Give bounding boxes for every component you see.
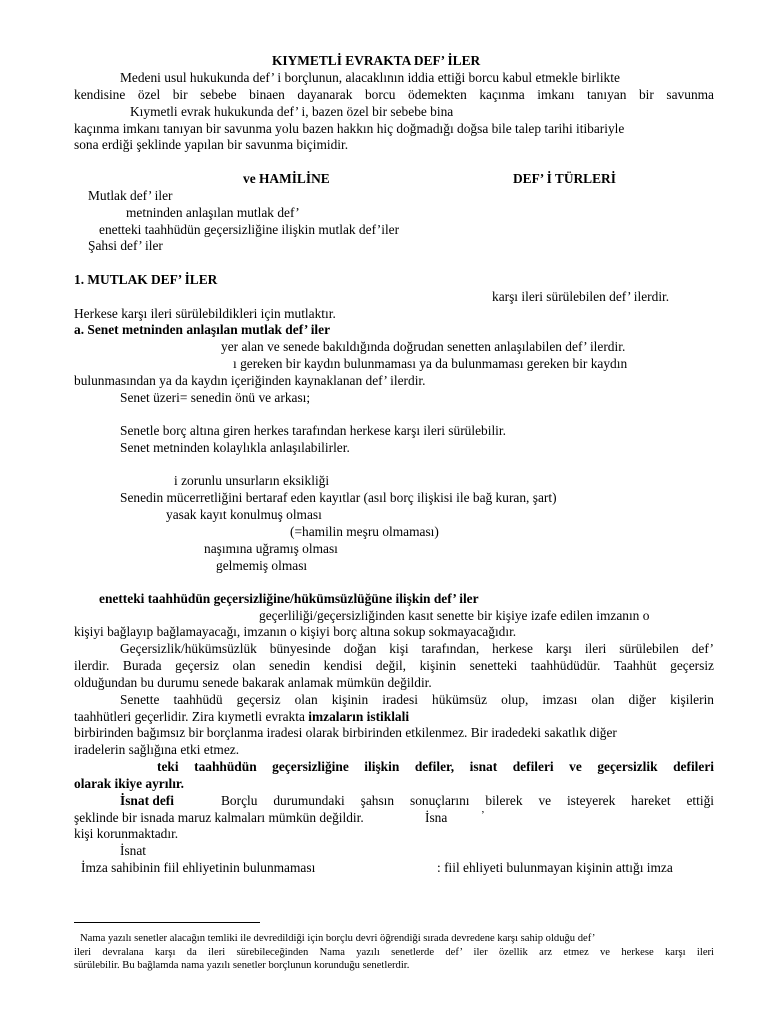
section-a-line-11: naşımına uğramış olması <box>204 541 338 556</box>
section-1-line-1: karşı ileri sürülebilen def’ ilerdir. <box>492 289 670 304</box>
section-b-line-12: Borçlu durumundaki şahsın sonuçlarını bilerek ve isteyerek hareket ettiği <box>221 793 714 808</box>
section-b-line-13-mark: ’ <box>481 809 485 821</box>
section-a-line-2: ı gereken bir kaydın bulunmaması ya da bulunmaması gereken bir kaydın <box>233 356 628 371</box>
types-header-left: ve HAMİLİNE <box>243 171 330 186</box>
section-a-line-4: Senet üzeri= senedin önü ve arkası; <box>120 390 311 405</box>
section-b-line-14: kişi korunmaktadır. <box>74 826 179 841</box>
section-a-line-9: yasak kayıt konulmuş olması <box>166 507 322 522</box>
section-b-line-15: İsnat <box>120 843 147 858</box>
section-a-line-3: bulunmasından ya da kaydın içeriğinden kaynaklanan def’ ilerdir. <box>74 373 426 388</box>
section-a-line-7: i zorunlu unsurların eksikliği <box>174 473 330 488</box>
section-b-line-16-left: İmza sahibinin fiil ehliyetinin bulunmaması <box>81 860 316 875</box>
footnote-line-3: sürülebilir. Bu bağlamda nama yazılı senetler borçlunun korunduğu senetlerdir. <box>74 960 410 971</box>
types-header-right: DEF’ İ TÜRLERİ <box>513 171 616 186</box>
section-b-line-13: şeklinde bir isnada maruz kalmaları mümkün değildir. <box>74 810 364 825</box>
section-1-line-2: Herkese karşı ileri sürülebildikleri için mutlaktır. <box>74 306 336 321</box>
types-item-1: Mutlak def’ iler <box>88 188 173 203</box>
section-b-line-11: olarak ikiye ayrılır. <box>74 776 184 791</box>
section-a-line-1: yer alan ve senede bakıldığında doğrudan senetten anlaşılabilen def’ ilerdir. <box>221 339 626 354</box>
section-a-line-12: gelmemiş olması <box>216 558 308 573</box>
section-b-line-13-tail: İsna <box>425 810 448 825</box>
section-b-line-2: kişiyi bağlayıp bağlamayacağı, imzanın o kişiyi borç altına sokup sokmayacağıdır. <box>74 624 517 639</box>
section-b-line-1: geçerliliği/geçersizliğinden kasıt senette bir kişiye izafe edilen imzanın o <box>259 608 650 623</box>
section-a-line-8: Senedin mücerretliğini bertaraf eden kayıtlar (asıl borç ilişkisi ile bağ kuran, şart) <box>120 490 557 505</box>
section-b-line-7 <box>74 709 409 725</box>
types-item-4: Şahsi def’ iler <box>88 238 163 253</box>
section-b-line-6: Senette taahhüdü geçersiz olan kişinin iradesi hükümsüz olup, imzası olan diğer kişilerin <box>120 692 714 707</box>
intro-line-1: Medeni usul hukukunda def’ i borçlunun, alacaklının iddia ettiği borcu kabul etmekle birlikte <box>120 70 620 85</box>
section-a-heading: a. Senet metninden anlaşılan mutlak def’ iler <box>74 322 331 337</box>
section-a-line-6: Senet metninden kolaylıkla anlaşılabilirler. <box>120 440 350 455</box>
section-b-line-7-text: taahhütleri geçerlidir. Zira kıymetli evrakta <box>74 709 309 724</box>
section-a-line-5: Senetle borç altına giren herkes tarafından herkese karşı ileri sürülebilir. <box>120 423 506 438</box>
section-1-heading: 1. MUTLAK DEF’ İLER <box>74 272 218 287</box>
footnote-divider <box>74 922 260 923</box>
section-a-line-10: (=hamilin meşru olmaması) <box>290 524 439 539</box>
intro-line-2: kendisine özel bir sebebe binaen dayanarak borcu ödemekten kaçınma imkanı tanıyan bir savunma <box>74 87 714 102</box>
section-b-line-4: ilerdir. Burada geçersiz olan senedin kendisi değil, kişinin senetteki taahhüdüdür. Taahhüt geçersiz <box>74 658 714 673</box>
intro-line-4: kaçınma imkanı tanıyan bir savunma yolu bazen hakkın hiç doğmadığı doğsa bile talep tarihi itibariyle <box>74 121 625 136</box>
section-b-line-9: iradelerin sağlığına etki etmez. <box>74 742 240 757</box>
types-item-2: metninden anlaşılan mutlak def’ <box>126 205 300 220</box>
section-b-line-7-bold-tail: istiklali <box>363 709 410 724</box>
footnote-line-2: ileri devralana karşı da ileri sürebileceğinden Nama yazılı senetlerde def’ iler özellik arz etmez ve herkese karşı ileri <box>74 947 714 958</box>
section-b-line-8: birbirinden bağımsız bir borçlanma iradesi olarak birbirinden etkilenmez. Bir iradedeki sakatlık diğer <box>74 725 617 740</box>
intro-line-3: Kıymetli evrak hukukunda def’ i, bazen özel bir sebebe bina <box>130 104 454 119</box>
section-b-line-16-right: : fiil ehliyeti bulunmayan kişinin attığı imza <box>437 860 673 875</box>
section-b-heading: enetteki taahhüdün geçersizliğine/hükümsüzlüğüne ilişkin def’ iler <box>99 591 479 606</box>
intro-line-5: sona erdiği şeklinde yapılan bir savunma biçimidir. <box>74 137 349 152</box>
section-b-line-3: Geçersizlik/hükümsüzlük bünyesinde doğan kişi tarafından, herkese karşı ileri sürülebilen def’ <box>120 641 714 656</box>
footnote-line-1: Nama yazılı senetler alacağın temliki ile devredildiği için borçlu devri öğrendiği sırada devredene karşı sahip olduğu def’ <box>80 933 596 944</box>
section-b-line-10: teki taahhüdün geçersizliğine ilişkin defiler, isnat defileri ve geçersizlik defileri <box>157 759 714 774</box>
section-b-line-7-bold: imzaların <box>308 709 364 724</box>
section-b-isnat-defi: İsnat defi <box>120 793 174 808</box>
types-item-3: enetteki taahhüdün geçersizliğine ilişkin mutlak def’iler <box>99 222 400 237</box>
page-title: KIYMETLİ EVRAKTA DEF’ İLER <box>272 53 481 68</box>
section-b-line-5: olduğundan bu durumu senede bakarak anlamak mümkün değildir. <box>74 675 432 690</box>
